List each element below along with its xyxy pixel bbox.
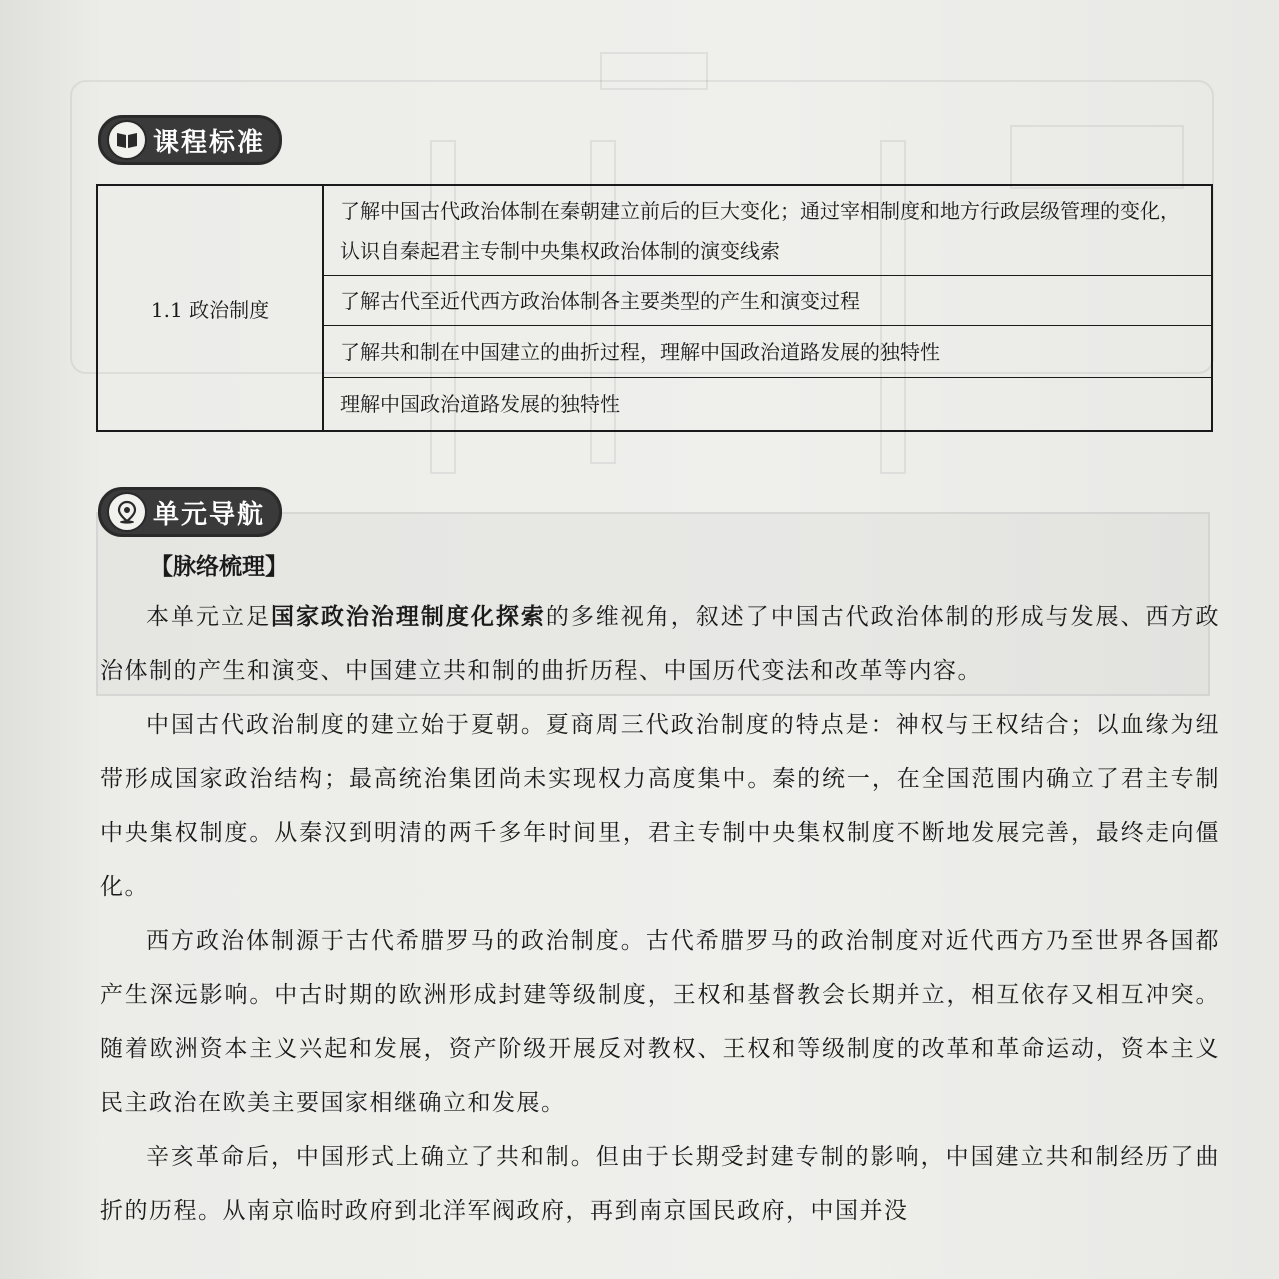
paragraph-text: 的多维视角，叙述了中国古代政治体制的形成与发展、西方政治体制的产生和演变、中国建立共和制的曲折历程、中国历代变法和改革等内容。 <box>100 604 1221 684</box>
curriculum-standards-table <box>96 184 1213 432</box>
paragraph <box>100 590 1220 698</box>
emphasis-text: 国家政治治理制度化探索 <box>270 604 546 630</box>
unit-navigation-header <box>98 490 282 534</box>
curriculum-standard-title: 课程标准 <box>153 127 266 158</box>
outline-heading: 【脉络梳理】 <box>150 554 288 580</box>
curriculum-standard-badge <box>98 115 282 165</box>
paragraph: 西方政治体制源于古代希腊罗马的政治制度。古代希腊罗马的政治制度对近代西方乃至世界各国都产生深远影响。中古时期的欧洲形成封建等级制度，王权和基督教会长期并立，相互依存又相互冲突。随着欧洲资本主义兴起和发展，资产阶级开展反对教权、王权和等级制度的改革和革命运动，资本主义民主政治在欧美主要国家相继确立和发展。 <box>100 928 1220 1116</box>
location-pin-icon <box>107 492 147 532</box>
outline-body <box>100 590 1220 1238</box>
standard-row: 了解中国古代政治体制在秦朝建立前后的巨大变化；通过宰相制度和地方行政层级管理的变化，认识自秦起君主专制中央集权政治体制的演变线索 <box>324 186 1211 276</box>
standard-row: 理解中国政治道路发展的独特性 <box>340 392 620 416</box>
standards-topic-cell: 1.1 政治制度 <box>98 186 324 430</box>
book-icon <box>107 120 147 160</box>
unit-navigation-title: 单元导航 <box>153 499 266 530</box>
standard-row: 了解古代至近代西方政治体制各主要类型的产生和演变过程 <box>324 276 1211 326</box>
unit-navigation-badge <box>98 487 282 537</box>
curriculum-standard-header <box>98 118 282 162</box>
standards-requirements <box>324 186 1211 430</box>
standard-row: 了解共和制在中国建立的曲折过程，理解中国政治道路发展的独特性 <box>324 326 1211 378</box>
paragraph: 中国古代政治制度的建立始于夏朝。夏商周三代政治制度的特点是：神权与王权结合；以血缘为纽带形成国家政治结构；最高统治集团尚未实现权力高度集中。秦的统一，在全国范围内确立了君主专制中央集权制度。从秦汉到明清的两千多年时间里，君主专制中央集权制度不断地发展完善，最终走向僵化。 <box>100 712 1220 900</box>
bleed-through-box <box>1010 125 1184 189</box>
paragraph-text: 本单元立足 <box>146 604 271 630</box>
paragraph: 辛亥革命后，中国形式上确立了共和制。但由于长期受封建专制的影响，中国建立共和制经历了曲折的历程。从南京临时政府到北洋军阀政府，再到南京国民政府，中国并没 <box>100 1144 1220 1224</box>
bleed-through-box <box>600 52 708 90</box>
